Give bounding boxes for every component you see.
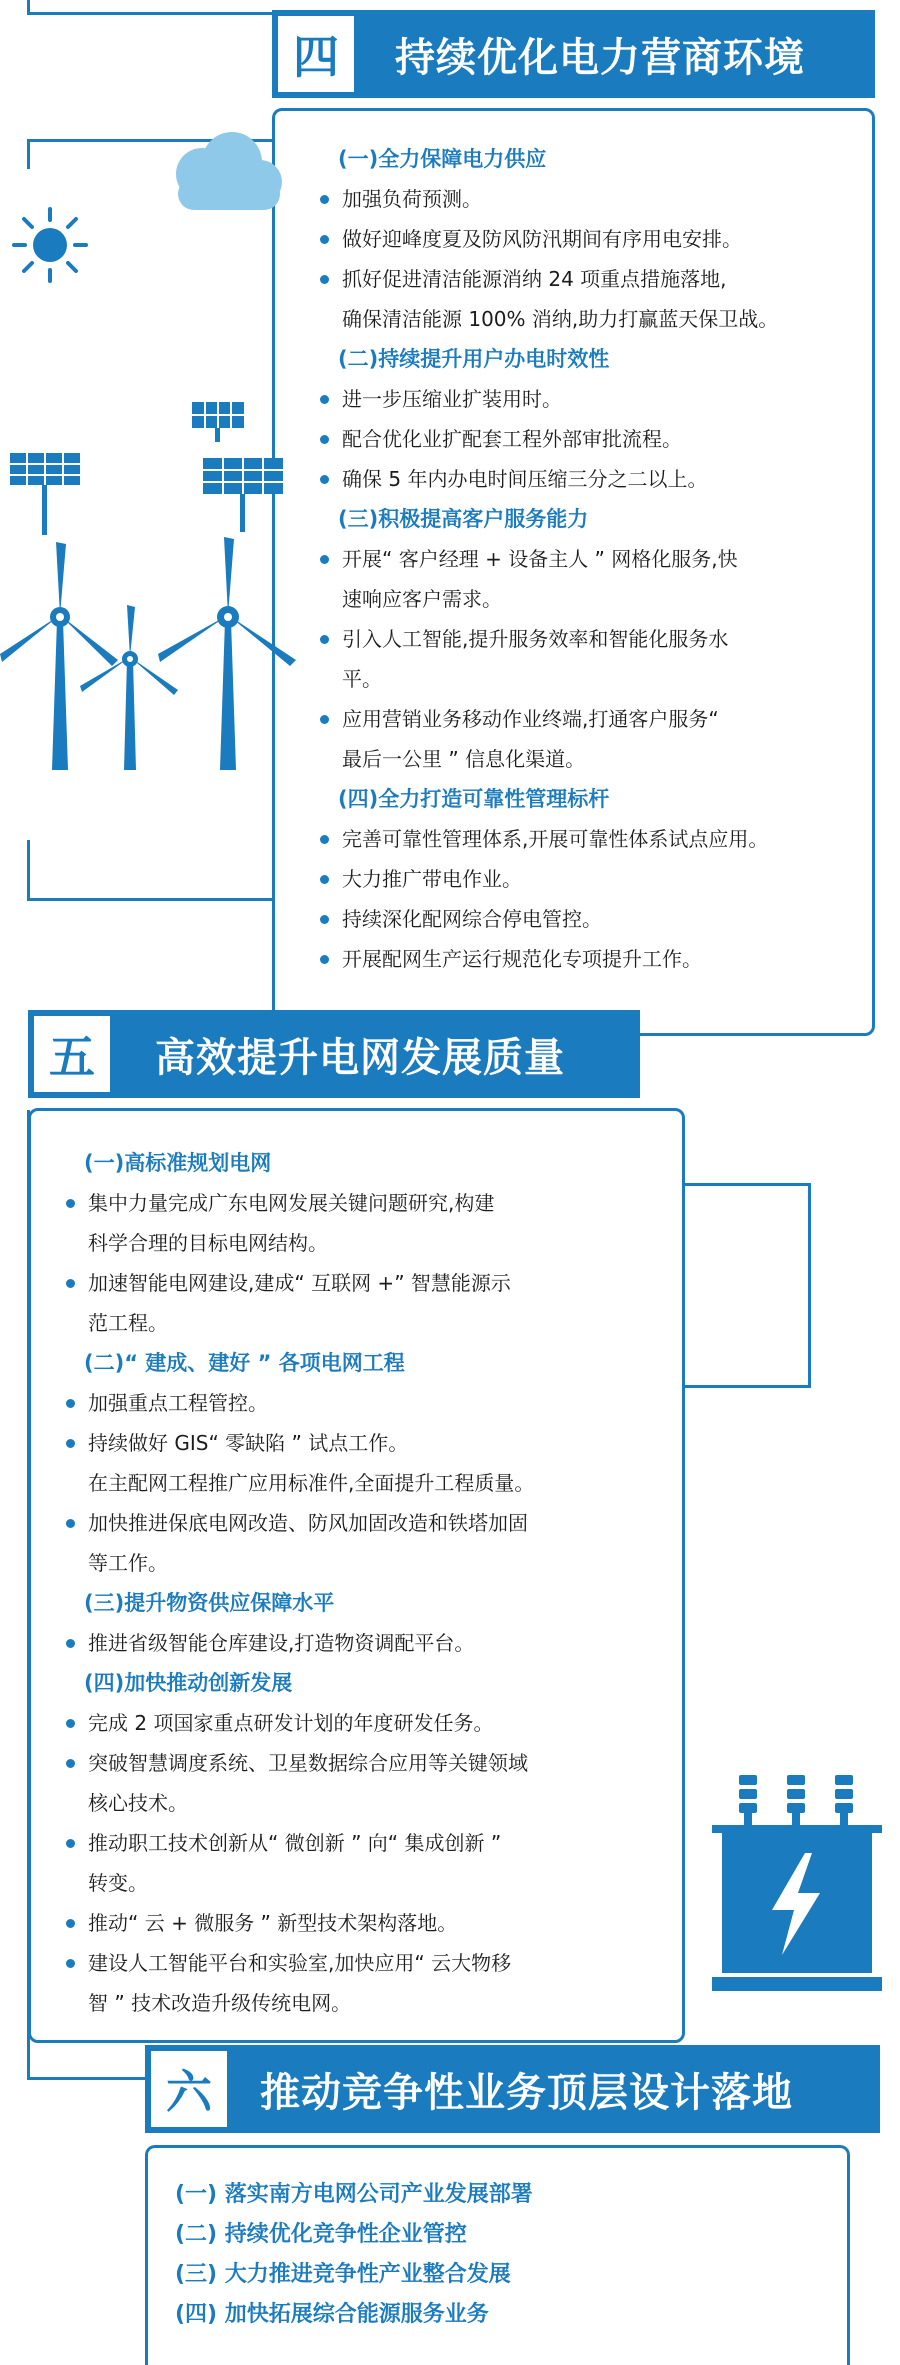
transformer-icon <box>712 1775 882 2000</box>
list-item: 突破智慧调度系统、卫星数据综合应用等关键领域 <box>64 1743 679 1783</box>
list-item: 加速智能电网建设,建成“ 互联网 +” 智慧能源示 <box>64 1263 679 1303</box>
list-item: 引入人工智能,提升服务效率和智能化服务水 <box>318 619 873 659</box>
s4-group-4 <box>318 779 873 979</box>
s6-item: (二) 持续优化竞争性企业管控 <box>175 2222 467 2247</box>
list-item-continued: 在主配网工程推广应用标准件,全面提升工程质量。 <box>88 1471 535 1495</box>
section6-content <box>175 2175 815 2335</box>
list-item-continued: 转变。 <box>88 1871 148 1895</box>
list-item-continued: 确保清洁能源 100% 消纳,助力打赢蓝天保卫战。 <box>342 307 779 331</box>
list-item: 集中力量完成广东电网发展关键问题研究,构建 <box>64 1183 679 1223</box>
connector-s5-right-vertical <box>808 1183 811 1388</box>
s4-group-heading: (三)积极提高客户服务能力 <box>338 507 589 531</box>
s5-group-heading: (四)加快推动创新发展 <box>84 1671 293 1695</box>
section4-title: 持续优化电力营商环境 <box>395 34 805 81</box>
list-item-continued: 范工程。 <box>88 1311 168 1335</box>
list-item: 完成 2 项国家重点研发计划的年度研发任务。 <box>64 1703 679 1743</box>
connector-top <box>27 12 287 15</box>
list-item: 应用营销业务移动作业终端,打通客户服务“ <box>318 699 873 739</box>
list-item: 加强负荷预测。 <box>318 179 873 219</box>
s4-group-heading: (四)全力打造可靠性管理标杆 <box>338 787 610 811</box>
list-item-continued: 速响应客户需求。 <box>342 587 502 611</box>
list-item: 推动职工技术创新从“ 微创新 ” 向“ 集成创新 ” <box>64 1823 679 1863</box>
s4-group-heading: (一)全力保障电力供应 <box>338 147 547 171</box>
s6-item: (一) 落实南方电网公司产业发展部署 <box>175 2182 533 2207</box>
list-item: 完善可靠性管理体系,开展可靠性体系试点应用。 <box>318 819 873 859</box>
connector-s5-right-mid <box>683 1385 811 1388</box>
list-item: 建设人工智能平台和实验室,加快应用“ 云大物移 <box>64 1943 679 1983</box>
section4-banner <box>272 10 875 98</box>
list-item: 确保 5 年内办电时间压缩三分之二以上。 <box>318 459 873 499</box>
s6-item: (三) 大力推进竞争性产业整合发展 <box>175 2262 511 2287</box>
list-item: 加快推进保底电网改造、防风加固改造和铁塔加固 <box>64 1503 679 1543</box>
s5-group-4 <box>64 1663 679 2023</box>
list-item-continued: 核心技术。 <box>88 1791 188 1815</box>
connector-s5-bottom <box>27 2077 147 2080</box>
list-item-continued: 智 ” 技术改造升级传统电网。 <box>88 1991 352 2015</box>
list-item: 大力推广带电作业。 <box>318 859 873 899</box>
connector-s4-left-bottom <box>27 840 30 900</box>
list-item: 抓好促进清洁能源消纳 24 项重点措施落地, <box>318 259 873 299</box>
section4-number: 四 <box>275 13 357 95</box>
list-item: 推动“ 云 + 微服务 ” 新型技术架构落地。 <box>64 1903 679 1943</box>
list-item-continued: 等工作。 <box>88 1551 168 1575</box>
list-item: 推进省级智能仓库建设,打造物资调配平台。 <box>64 1623 679 1663</box>
solar-panel-icon <box>188 398 248 443</box>
section5-content <box>64 1143 679 2023</box>
list-item: 开展“ 客户经理 + 设备主人 ” 网格化服务,快 <box>318 539 873 579</box>
connector-s5-right-top <box>683 1183 811 1186</box>
s5-group-heading: (一)高标准规划电网 <box>84 1151 272 1175</box>
s4-group-1 <box>318 139 873 339</box>
list-item-continued: 平。 <box>342 667 382 691</box>
solar-panel-icon <box>198 453 288 533</box>
solar-panel-icon <box>5 448 85 538</box>
section6-banner <box>145 2045 880 2133</box>
section6-number: 六 <box>148 2048 230 2130</box>
s5-group-2 <box>64 1343 679 1583</box>
s4-group-2 <box>318 339 873 499</box>
list-item-continued: 最后一公里 ” 信息化渠道。 <box>342 747 586 771</box>
s6-item: (四) 加快拓展综合能源服务业务 <box>175 2302 489 2327</box>
wind-turbine-icon <box>158 535 298 770</box>
s5-group-1 <box>64 1143 679 1343</box>
list-item: 持续做好 GIS“ 零缺陷 ” 试点工作。 <box>64 1423 679 1463</box>
s5-group-3 <box>64 1583 679 1663</box>
section5-number: 五 <box>31 1013 113 1095</box>
s4-group-heading: (二)持续提升用户办电时效性 <box>338 347 610 371</box>
list-item: 加强重点工程管控。 <box>64 1383 679 1423</box>
section6-title: 推动竞争性业务顶层设计落地 <box>260 2069 793 2116</box>
list-item: 配合优化业扩配套工程外部审批流程。 <box>318 419 873 459</box>
connector-s4-left-bottom-h <box>27 898 275 901</box>
cloud-icon <box>160 128 285 218</box>
s5-group-heading: (二)“ 建成、建好 ” 各项电网工程 <box>84 1351 405 1375</box>
section5-title: 高效提升电网发展质量 <box>155 1034 565 1081</box>
section4-content <box>318 139 873 979</box>
s4-group-3 <box>318 499 873 779</box>
list-item: 做好迎峰度夏及防风防汛期间有序用电安排。 <box>318 219 873 259</box>
list-item-continued: 科学合理的目标电网结构。 <box>88 1231 328 1255</box>
connector-s4-left-top <box>27 139 30 169</box>
list-item: 持续深化配网综合停电管控。 <box>318 899 873 939</box>
section5-banner <box>28 1010 640 1098</box>
s5-group-heading: (三)提升物资供应保障水平 <box>84 1591 335 1615</box>
list-item: 进一步压缩业扩装用时。 <box>318 379 873 419</box>
sun-icon <box>10 205 90 285</box>
list-item: 开展配网生产运行规范化专项提升工作。 <box>318 939 873 979</box>
